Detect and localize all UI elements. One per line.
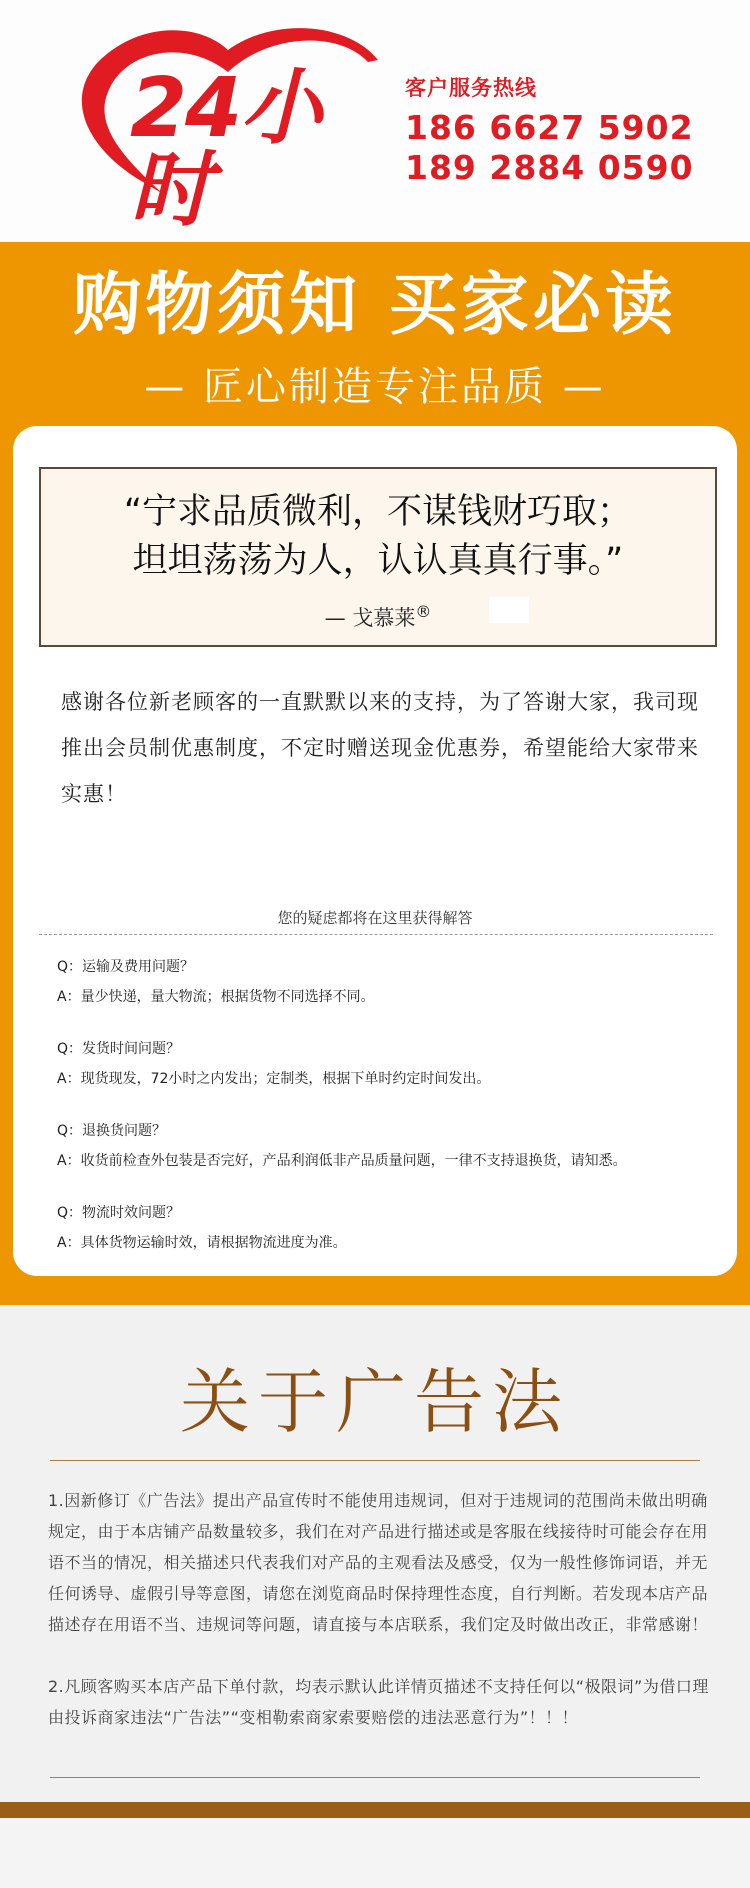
hotline-title: 客户服务热线	[405, 76, 537, 100]
ad-law-paragraph-2: 2.凡顾客购买本店产品下单付款，均表示默认此详情页描述不支持任何以“极限词”为借口理由投诉商家违法“广告法”“变相勒索商家索要赔偿的违法恶意行为”！！！	[48, 1677, 709, 1727]
quote-box	[39, 467, 717, 647]
faq-item	[57, 952, 717, 1034]
ad-law-title: 关于广告法	[180, 1361, 570, 1443]
intro-text: 感谢各位新老顾客的一直默默以来的支持，为了答谢大家，我司现推出会员制优惠制度，不定时赠送现金优惠券，希望能给大家带来实惠！	[61, 690, 699, 806]
faq-divider	[39, 934, 713, 935]
notice-subtitle: — 匠心制造专注品质 —	[144, 364, 606, 410]
faq-item	[57, 1116, 717, 1198]
faq-list	[57, 952, 717, 1280]
faq-question: Q：运输及费用问题？	[57, 959, 195, 975]
faq-answer: A：现货现发，72小时之内发出；定制类，根据下单时约定时间发出。	[57, 1071, 491, 1087]
faq-question: Q：发货时间问题？	[57, 1041, 181, 1057]
faq-item	[57, 1034, 717, 1116]
quote-line-1: “宁求品质微利，不谋钱财巧取；	[123, 492, 633, 532]
logo-text: 24小时	[130, 61, 321, 238]
quote-line-2: 坦坦荡荡为人，认认真真行事。”	[132, 541, 624, 581]
footer-bar	[0, 1802, 750, 1818]
faq-question: Q：退换货问题？	[57, 1123, 167, 1139]
ad-law-body	[48, 1485, 722, 1733]
logo	[68, 22, 398, 238]
faq-answer: A：具体货物运输时效，请根据物流进度为准。	[57, 1235, 347, 1251]
ad-law-paragraph-1: 1.因新修订《广告法》提出产品宣传时不能使用违规词，但对于违规词的范围尚未做出明确规定，由于本店铺产品数量较多，我们在对产品进行描述或是客服在线接待时可能会存在用语不当的情况，相关描述只代表我们对产品的主观看法及感受，仅为一般性修饰词语，并无任何诱导、虚假引导等意图，请您在浏览商品时保持理性态度，自行判断。若发现本店产品描述存在用语不当、违规词等问题，请直接与本店联系，我们定及时做出改正，非常感谢！	[48, 1491, 709, 1634]
hotline-phone-1: 186 6627 5902	[405, 108, 694, 147]
registered-mark: ®	[415, 602, 432, 621]
ad-law-section	[0, 1305, 750, 1802]
faq-question: Q：物流时效问题？	[57, 1205, 181, 1221]
faq-answer: A：收货前检查外包装是否完好，产品利润低非产品质量问题，一律不支持退换货，请知悉。	[57, 1153, 627, 1169]
hotline-phone-2: 189 2884 0590	[405, 148, 694, 187]
footer-space	[0, 1818, 750, 1888]
notice-title: 购物须知 买家必读	[73, 266, 677, 345]
faq-item	[57, 1198, 717, 1280]
white-patch	[489, 597, 529, 623]
hotline	[405, 72, 694, 188]
quote-author-name: — 戈慕莱	[324, 606, 416, 630]
ad-law-bottom-rule	[50, 1777, 700, 1778]
ad-law-top-rule	[50, 1460, 700, 1461]
quote-author	[41, 602, 715, 632]
header	[0, 0, 750, 242]
faq-heading: 您的疑虑都将在这里获得解答	[277, 909, 473, 927]
notice-card	[13, 426, 737, 1276]
shopping-notice-section	[0, 242, 750, 1305]
faq-answer: A：量少快递，量大物流；根据货物不同选择不同。	[57, 989, 375, 1005]
